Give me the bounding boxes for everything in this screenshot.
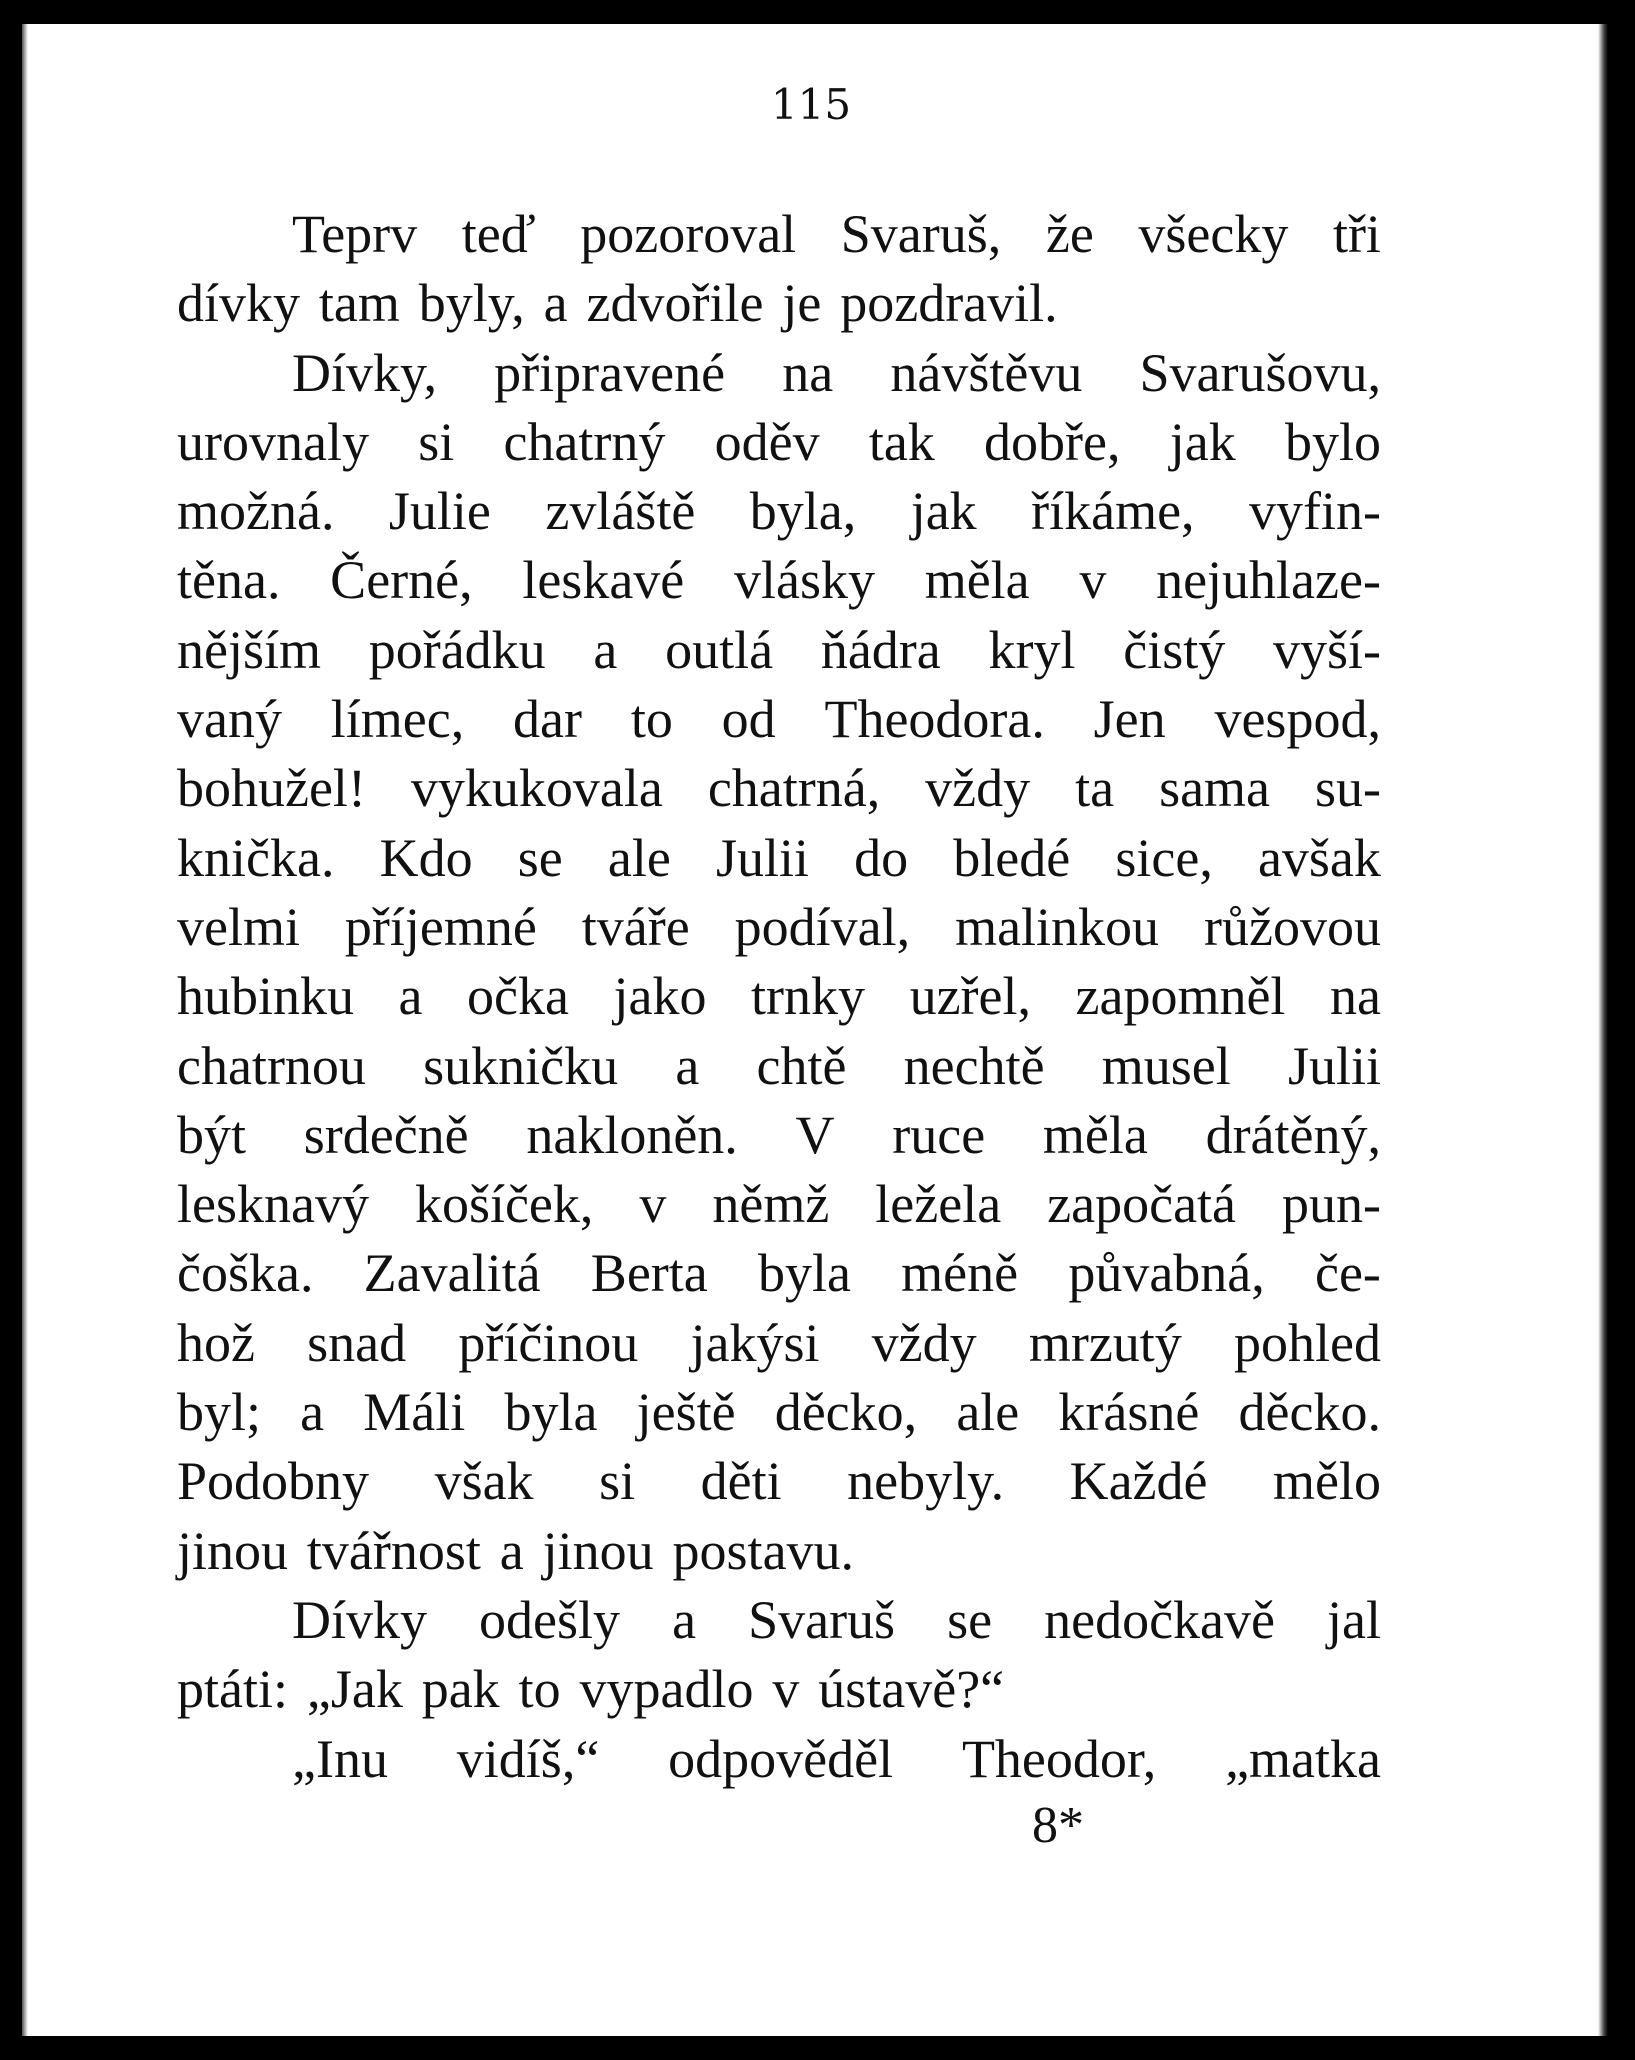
word: chatrnou (177, 1035, 366, 1096)
word: ale (607, 827, 671, 888)
word: mrzutý (1028, 1312, 1182, 1373)
word: Julie (388, 481, 491, 542)
word: pozdravil. (840, 273, 1058, 334)
word: si (599, 1451, 636, 1512)
text-line (177, 477, 1381, 546)
text-line (177, 1517, 1381, 1586)
word: urovnaly (177, 411, 369, 472)
signature-mark: 8* (1032, 1797, 1084, 1854)
text-line (177, 824, 1381, 893)
word: teď (461, 204, 536, 264)
word: hož (177, 1312, 255, 1373)
word: jak (1169, 411, 1236, 472)
word: byla (504, 1382, 598, 1443)
word: Černé, (330, 550, 473, 611)
word: če- (1315, 1243, 1381, 1304)
word: na (1329, 966, 1381, 1027)
word: vlásky (733, 550, 875, 611)
word: možná. (177, 481, 335, 542)
word: a (543, 273, 568, 334)
word: všecky (1138, 204, 1289, 264)
text-line (177, 408, 1381, 477)
word: němž (712, 1174, 830, 1235)
word: leskavé (522, 550, 685, 611)
word: „Inu (292, 1728, 388, 1789)
text-line (177, 339, 1381, 408)
word: Zavalitá (363, 1243, 541, 1304)
word: vždy (871, 1312, 977, 1373)
word: byly, (418, 273, 525, 334)
word: zdvořile (586, 273, 764, 334)
word: očka (467, 966, 569, 1027)
word: ňádra (820, 619, 941, 680)
word: Teprv (292, 204, 418, 264)
word: příčinou (458, 1312, 639, 1373)
word: čoška. (177, 1243, 314, 1304)
word: nějším (177, 619, 321, 680)
word: nejuhlaze- (1156, 550, 1381, 611)
text-line (177, 962, 1381, 1031)
word: děcko. (1238, 1382, 1381, 1443)
text-line (177, 546, 1381, 615)
word: připravené (494, 342, 726, 403)
word: tak (868, 411, 935, 472)
word: pun- (1282, 1174, 1381, 1235)
text-line (177, 685, 1381, 754)
word: bohužel! (177, 758, 366, 819)
text-line (177, 1655, 1381, 1724)
word: Theodor, (961, 1728, 1157, 1789)
word: Svaruš (748, 1589, 896, 1650)
word: Berta (590, 1243, 708, 1304)
word: si (418, 411, 455, 472)
word: těna. (177, 550, 281, 611)
word: se (947, 1589, 993, 1650)
word: děcko, (774, 1382, 918, 1443)
text-line (177, 616, 1381, 685)
text-line (177, 1586, 1381, 1655)
word: vykukovala (410, 758, 663, 819)
text-line (177, 200, 1381, 269)
word: kryl (988, 619, 1076, 680)
word: drátěný, (1205, 1104, 1381, 1165)
word: říkáme, (1031, 481, 1195, 542)
word: hubinku (177, 966, 355, 1027)
word: srdečně (303, 1104, 469, 1165)
word: jinou (542, 1520, 654, 1581)
text-line (177, 1725, 1381, 1794)
page-left-edge (22, 24, 28, 2036)
word: sukničku (423, 1035, 619, 1096)
word: být (177, 1104, 247, 1165)
text-line (177, 1447, 1381, 1516)
text-line (177, 1032, 1381, 1101)
word: jakýsi (690, 1312, 820, 1373)
word: Svaruš, (840, 204, 1002, 264)
word: ruce (892, 1104, 986, 1165)
word: mělo (1273, 1451, 1381, 1512)
word: vždy (925, 758, 1031, 819)
text-line (177, 893, 1381, 962)
body-text (177, 200, 1381, 1794)
word: Kdo (379, 827, 473, 888)
word: v (1079, 550, 1107, 611)
word: však (434, 1451, 534, 1512)
word: měla (1042, 1104, 1148, 1165)
text-line (177, 1378, 1381, 1447)
word: bylo (1284, 411, 1381, 472)
text-line (177, 1309, 1381, 1378)
word: nakloněn. (526, 1104, 738, 1165)
word: límec, (330, 689, 465, 750)
word: tam (318, 273, 400, 334)
word: krásné (1058, 1382, 1200, 1443)
word: odpověděl (668, 1728, 894, 1789)
text-line (177, 269, 1381, 338)
word: od (721, 689, 776, 750)
word: že (1045, 204, 1094, 264)
word: pohled (1233, 1312, 1381, 1373)
word: Máli (363, 1382, 466, 1443)
word: chtě (756, 1035, 847, 1096)
word: postavu. (672, 1520, 855, 1581)
word: dobře, (984, 411, 1121, 472)
word: je (782, 273, 822, 334)
word: na (782, 342, 834, 403)
word: Jen (1093, 689, 1166, 750)
word: V (795, 1104, 835, 1165)
word: outlá (665, 619, 774, 680)
word: jak (910, 481, 977, 542)
word: Každé (1069, 1451, 1208, 1512)
word: byla (757, 1243, 851, 1304)
word: zapomněl (1075, 966, 1286, 1027)
word: avšak (1257, 827, 1381, 888)
word: „Jak (306, 1659, 403, 1720)
text-line (177, 1170, 1381, 1239)
word: bledé (953, 827, 1071, 888)
word: příjemné (344, 896, 537, 957)
word: ptáti: (177, 1659, 288, 1720)
word: „matka (1225, 1728, 1381, 1789)
word: ta (1075, 758, 1115, 819)
word: nechtě (903, 1035, 1045, 1096)
word: musel (1101, 1035, 1231, 1096)
word: do (854, 827, 909, 888)
word: byl; (177, 1382, 262, 1443)
word: sice, (1115, 827, 1213, 888)
word: to (518, 1659, 561, 1720)
word: odešly (479, 1589, 621, 1650)
word: Podobny (177, 1451, 370, 1512)
word: růžovou (1204, 896, 1381, 957)
word: a (593, 619, 618, 680)
word: chatrný (503, 411, 666, 472)
word: vespod, (1214, 689, 1381, 750)
word: tři (1332, 204, 1381, 264)
word: nedočkavě (1044, 1589, 1275, 1650)
word: ale (956, 1382, 1020, 1443)
word: vypadlo (579, 1659, 754, 1720)
word: Dívky, (292, 342, 437, 403)
word: Svarušovu, (1139, 342, 1381, 403)
word: v (639, 1174, 667, 1235)
word: snad (307, 1312, 407, 1373)
word: tvářnost (306, 1520, 481, 1581)
word: Dívky (292, 1589, 427, 1650)
word: a (675, 1035, 700, 1096)
word: trnky (751, 966, 866, 1027)
word: košíček, (414, 1174, 594, 1235)
word: ještě (636, 1382, 736, 1443)
book-page (22, 24, 1608, 2036)
word: su- (1314, 758, 1381, 819)
word: knička. (177, 827, 335, 888)
word: a (672, 1589, 697, 1650)
word: oděv (714, 411, 820, 472)
word: půvabná, (1068, 1243, 1265, 1304)
word: zvláště (545, 481, 696, 542)
page-right-edge (1598, 24, 1608, 2036)
word: v (772, 1659, 800, 1720)
word: vidíš,“ (456, 1728, 600, 1789)
word: ústavě?“ (818, 1659, 1005, 1720)
word: se (517, 827, 563, 888)
word: ležela (875, 1174, 1002, 1235)
word: návštěvu (890, 342, 1083, 403)
word: chatrná, (707, 758, 881, 819)
word: čistý (1123, 619, 1226, 680)
word: podíval, (734, 896, 911, 957)
word: jako (613, 966, 707, 1027)
word: vyfin- (1249, 481, 1381, 542)
word: tváře (581, 896, 690, 957)
word: nebyly. (847, 1451, 1005, 1512)
word: dar (513, 689, 582, 750)
word: děti (700, 1451, 782, 1512)
word: méně (901, 1243, 1019, 1304)
word: započatá (1047, 1174, 1237, 1235)
word: Julii (715, 827, 809, 888)
word: a (499, 1520, 524, 1581)
word: pořádku (368, 619, 546, 680)
word: pozoroval (580, 204, 797, 264)
word: a (398, 966, 423, 1027)
word: malinkou (955, 896, 1160, 957)
page-number: 115 (770, 80, 852, 129)
text-line (177, 754, 1381, 823)
word: Theodora. (824, 689, 1045, 750)
word: a (300, 1382, 325, 1443)
word: byla, (749, 481, 857, 542)
word: vaný (177, 689, 282, 750)
word: pak (421, 1659, 500, 1720)
word: lesknavý (177, 1174, 369, 1235)
text-line (177, 1101, 1381, 1170)
word: to (630, 689, 673, 750)
word: vyší- (1272, 619, 1381, 680)
word: Julii (1287, 1035, 1381, 1096)
word: jal (1327, 1589, 1381, 1650)
word: jinou (177, 1520, 289, 1581)
word: velmi (177, 896, 300, 957)
word: sama (1159, 758, 1271, 819)
text-line (177, 1239, 1381, 1308)
word: dívky (177, 273, 301, 334)
word: uzřel, (909, 966, 1031, 1027)
word: měla (924, 550, 1030, 611)
